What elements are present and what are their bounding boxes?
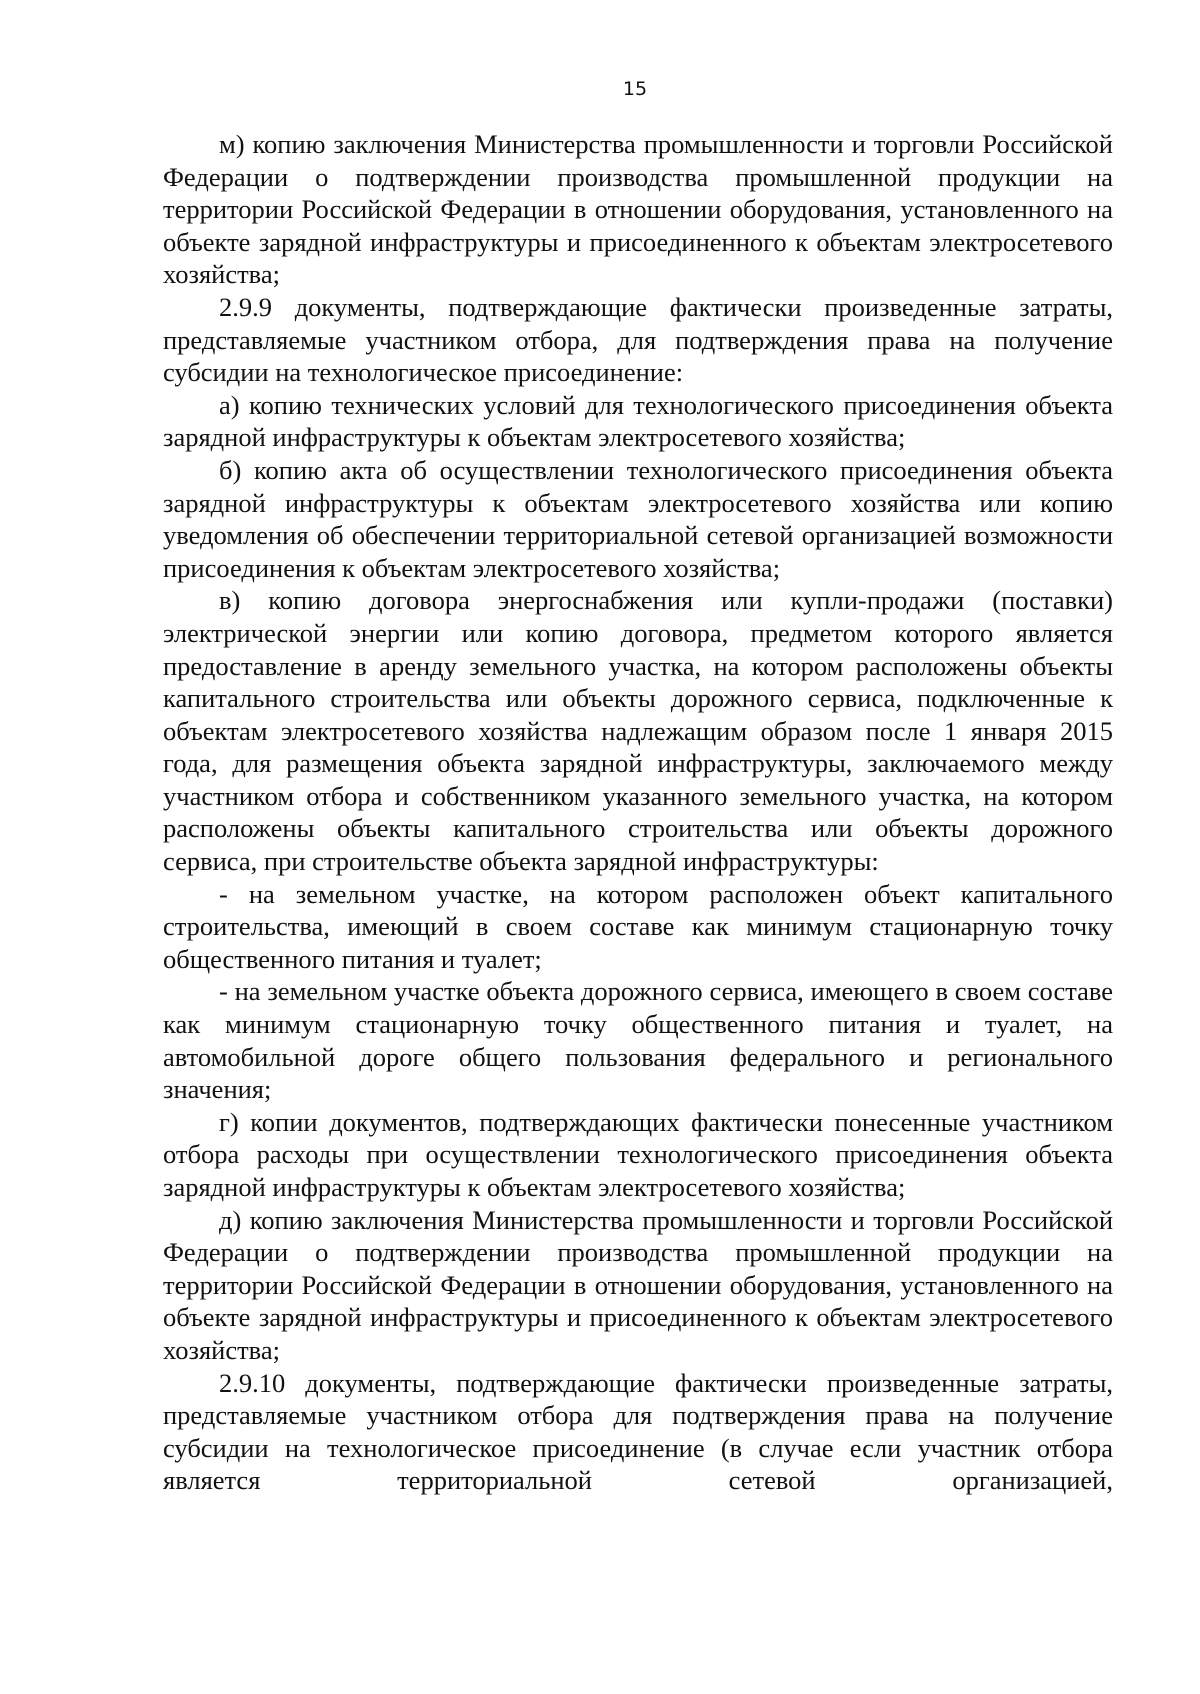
paragraph-dash-capital-construction: - на земельном участке, на котором расположен объект капитального строительства, имеющий в своем составе как минимум стационарную точку общественного питания и туалет;: [163, 878, 1113, 974]
paragraph-2-9-10: 2.9.10 документы, подтверждающие фактически произведенные затраты, представляемые участником отбора для подтверждения права на получение субсидии на технологическое присоединение (в случае если участник отбора является территориальной сетевой организацией,: [163, 1367, 1113, 1496]
paragraph-b-act: б) копию акта об осуществлении технологического присоединения объекта зарядной инфраструктуры к объектам электросетевого хозяйства или копию уведомления об обеспечении территориальной сетевой организацией возможности присоединения к объектам электросетевого хозяйства;: [163, 454, 1113, 583]
page-number: 15: [622, 78, 648, 100]
paragraph-m-conclusion: м) копию заключения Министерства промышленности и торговли Российской Федерации о подтверждении производства промышленной продукции на территории Российской Федерации в отношении оборудования, установленного на объекте зарядной инфраструктуры и присоединенного к объектам электросетевого хозяйства;: [163, 129, 1113, 290]
paragraph-g-documents: г) копии документов, подтверждающих фактически понесенные участником отбора расходы при осуществлении технологического присоединения объекта зарядной инфраструктуры к объектам электросетевого хозяйства;: [163, 1106, 1113, 1202]
paragraph-d-conclusion: д) копию заключения Министерства промышленности и торговли Российской Федерации о подтверждении производства промышленной продукции на территории Российской Федерации в отношении оборудования, установленного на объекте зарядной инфраструктуры и присоединенного к объектам электросетевого хозяйства;: [163, 1204, 1113, 1365]
paragraph-dash-road-service: - на земельном участке объекта дорожного сервиса, имеющего в своем составе как минимум стационарную точку общественного питания и туалет, на автомобильной дороге общего пользования федерального и регионального значения;: [163, 976, 1113, 1105]
paragraph-v-contract: в) копию договора энергоснабжения или купли-продажи (поставки) электрической энергии или копию договора, предметом которого является предоставление в аренду земельного участка, на котором расположены объекты капитального строительства или объекты дорожного сервиса, подключенные к объектам электросетевого хозяйства надлежащим образом после 1 января 2015 года, для размещения объекта зарядной инфраструктуры, заключаемого между участником отбора и собственником указанного земельного участка, на котором расположены объекты капитального строительства или объекты дорожного сервиса, при строительстве объекта зарядной инфраструктуры:: [163, 585, 1113, 877]
paragraph-a-technical-conditions: а) копию технических условий для технологического присоединения объекта зарядной инфраструктуры к объектам электросетевого хозяйства;: [163, 389, 1113, 453]
paragraph-2-9-9: 2.9.9 документы, подтверждающие фактически произведенные затраты, представляемые участником отбора, для подтверждения права на получение субсидии на технологическое присоединение:: [163, 291, 1113, 388]
document-body: [163, 128, 1113, 1497]
